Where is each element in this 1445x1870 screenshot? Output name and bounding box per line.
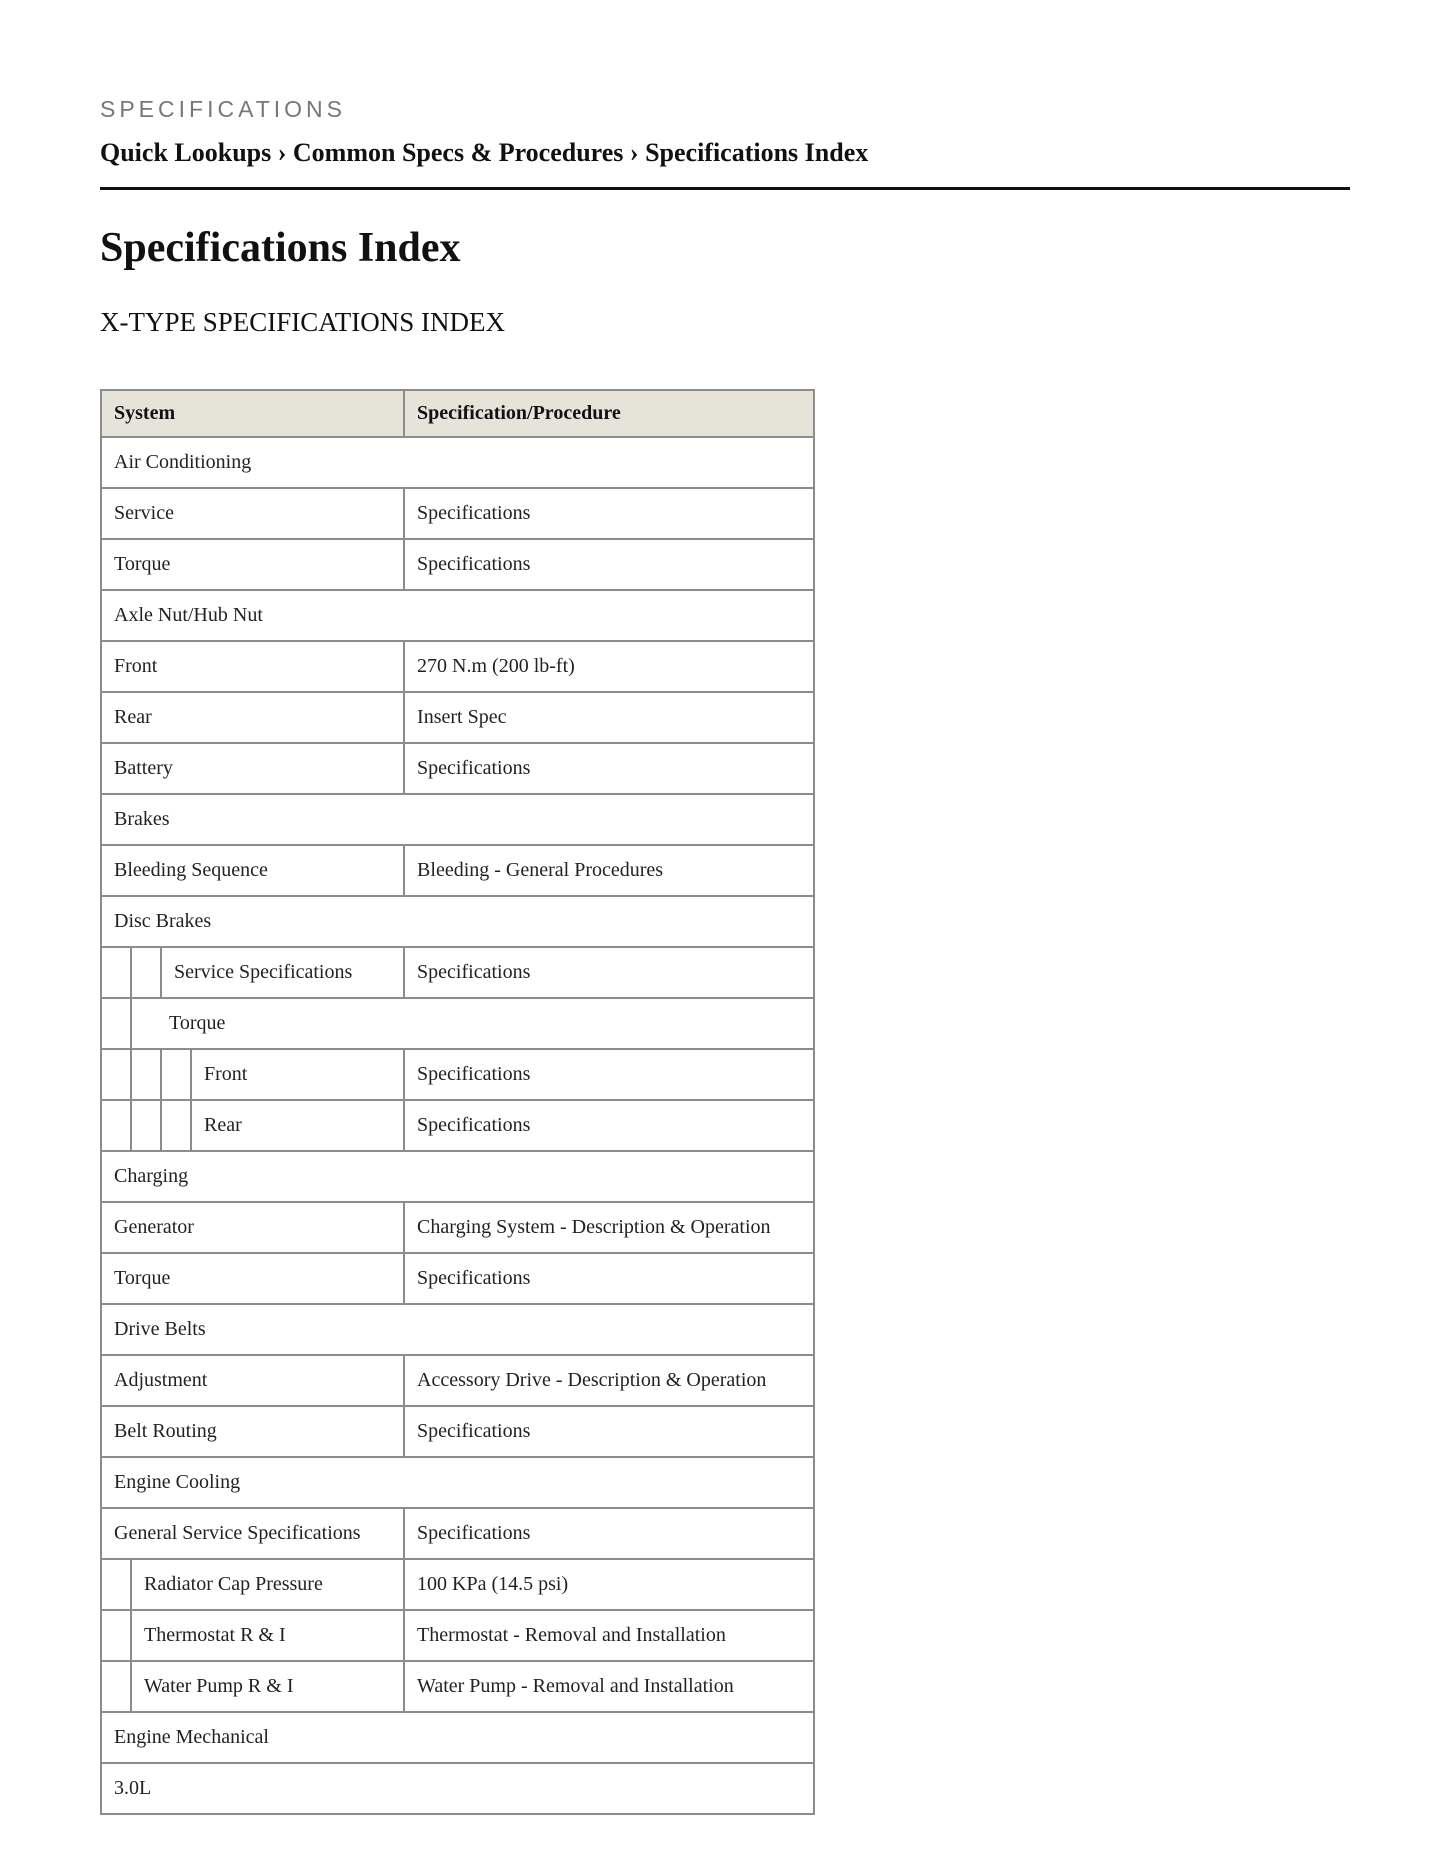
header-system: System xyxy=(101,390,404,437)
page-title: Specifications Index xyxy=(100,225,461,271)
system-cell: Torque xyxy=(101,1253,404,1304)
indent-spacer xyxy=(101,1661,131,1712)
table-row xyxy=(101,1100,814,1151)
spec-value: 100 KPa (14.5 psi) xyxy=(404,1559,814,1610)
system-cell: Radiator Cap Pressure xyxy=(131,1559,404,1610)
group-charging: Charging xyxy=(101,1151,814,1202)
spec-link[interactable]: Specifications xyxy=(404,947,814,998)
table-row xyxy=(101,590,814,641)
table-row xyxy=(101,998,814,1049)
table-row xyxy=(101,1406,814,1457)
system-cell: Adjustment xyxy=(101,1355,404,1406)
table-row xyxy=(101,1559,814,1610)
table-row xyxy=(101,1355,814,1406)
indent-spacer xyxy=(131,1100,161,1151)
table-row xyxy=(101,641,814,692)
index-subtitle: X-TYPE SPECIFICATIONS INDEX xyxy=(100,307,506,337)
system-cell: Rear xyxy=(191,1100,404,1151)
table-row xyxy=(101,488,814,539)
indent-spacer xyxy=(101,947,131,998)
table-row xyxy=(101,1457,814,1508)
indent-spacer xyxy=(101,1610,131,1661)
table-row xyxy=(101,692,814,743)
header-spec-procedure: Specification/Procedure xyxy=(404,390,814,437)
system-cell: Service xyxy=(101,488,404,539)
specifications-table xyxy=(100,389,815,1815)
table-row xyxy=(101,1151,814,1202)
table-row xyxy=(101,845,814,896)
system-cell: Thermostat R & I xyxy=(131,1610,404,1661)
spec-link[interactable]: Accessory Drive - Description & Operation xyxy=(404,1355,814,1406)
group-drive-belts: Drive Belts xyxy=(101,1304,814,1355)
system-cell: Bleeding Sequence xyxy=(101,845,404,896)
system-cell: Front xyxy=(191,1049,404,1100)
system-cell: Torque xyxy=(101,539,404,590)
indent-spacer xyxy=(131,1049,161,1100)
group-disc-brakes: Disc Brakes xyxy=(101,896,814,947)
table-row xyxy=(101,539,814,590)
table-row xyxy=(101,1202,814,1253)
indent-spacer xyxy=(101,998,131,1049)
indent-spacer xyxy=(161,1049,191,1100)
system-cell: Water Pump R & I xyxy=(131,1661,404,1712)
spec-link[interactable]: Bleeding - General Procedures xyxy=(404,845,814,896)
table-row xyxy=(101,1661,814,1712)
table-row xyxy=(101,1049,814,1100)
system-cell: Battery xyxy=(101,743,404,794)
table-row xyxy=(101,1253,814,1304)
group-air-conditioning: Air Conditioning xyxy=(101,437,814,488)
breadcrumb: Quick Lookups › Common Specs & Procedures › Specifications Index xyxy=(100,138,869,167)
spec-link[interactable]: Thermostat - Removal and Installation xyxy=(404,1610,814,1661)
spec-link[interactable]: Water Pump - Removal and Installation xyxy=(404,1661,814,1712)
system-cell: Front xyxy=(101,641,404,692)
table-header-row xyxy=(101,390,814,437)
subgroup-disc-torque: Torque xyxy=(131,998,814,1049)
system-cell: Generator xyxy=(101,1202,404,1253)
group-engine-cooling: Engine Cooling xyxy=(101,1457,814,1508)
system-cell: Rear xyxy=(101,692,404,743)
table-row xyxy=(101,1712,814,1763)
group-engine-mechanical: Engine Mechanical xyxy=(101,1712,814,1763)
indent-spacer xyxy=(131,947,161,998)
spec-link[interactable]: Specifications xyxy=(404,1406,814,1457)
table-row xyxy=(101,1763,814,1814)
indent-spacer xyxy=(161,1100,191,1151)
indent-spacer xyxy=(101,1049,131,1100)
table-row xyxy=(101,1304,814,1355)
system-cell: General Service Specifications xyxy=(101,1508,404,1559)
spec-link[interactable]: Specifications xyxy=(404,1100,814,1151)
section-kicker: SPECIFICATIONS xyxy=(100,96,346,122)
table-row xyxy=(101,794,814,845)
table-row xyxy=(101,743,814,794)
spec-link[interactable]: Specifications xyxy=(404,1253,814,1304)
spec-value: 270 N.m (200 lb-ft) xyxy=(404,641,814,692)
indent-spacer xyxy=(101,1559,131,1610)
spec-link[interactable]: Specifications xyxy=(404,1049,814,1100)
subgroup-engine-30l: 3.0L xyxy=(101,1763,814,1814)
spec-link[interactable]: Specifications xyxy=(404,743,814,794)
spec-value: Insert Spec xyxy=(404,692,814,743)
table-row xyxy=(101,1610,814,1661)
table-row xyxy=(101,1508,814,1559)
table-row xyxy=(101,947,814,998)
system-cell: Belt Routing xyxy=(101,1406,404,1457)
spec-link[interactable]: Specifications xyxy=(404,488,814,539)
indent-spacer xyxy=(101,1100,131,1151)
table-row xyxy=(101,437,814,488)
header-divider xyxy=(100,187,1350,190)
group-brakes: Brakes xyxy=(101,794,814,845)
system-cell: Service Specifications xyxy=(161,947,404,998)
spec-link[interactable]: Charging System - Description & Operation xyxy=(404,1202,814,1253)
table-row xyxy=(101,896,814,947)
spec-link[interactable]: Specifications xyxy=(404,539,814,590)
spec-link[interactable]: Specifications xyxy=(404,1508,814,1559)
group-axle-nut: Axle Nut/Hub Nut xyxy=(101,590,814,641)
